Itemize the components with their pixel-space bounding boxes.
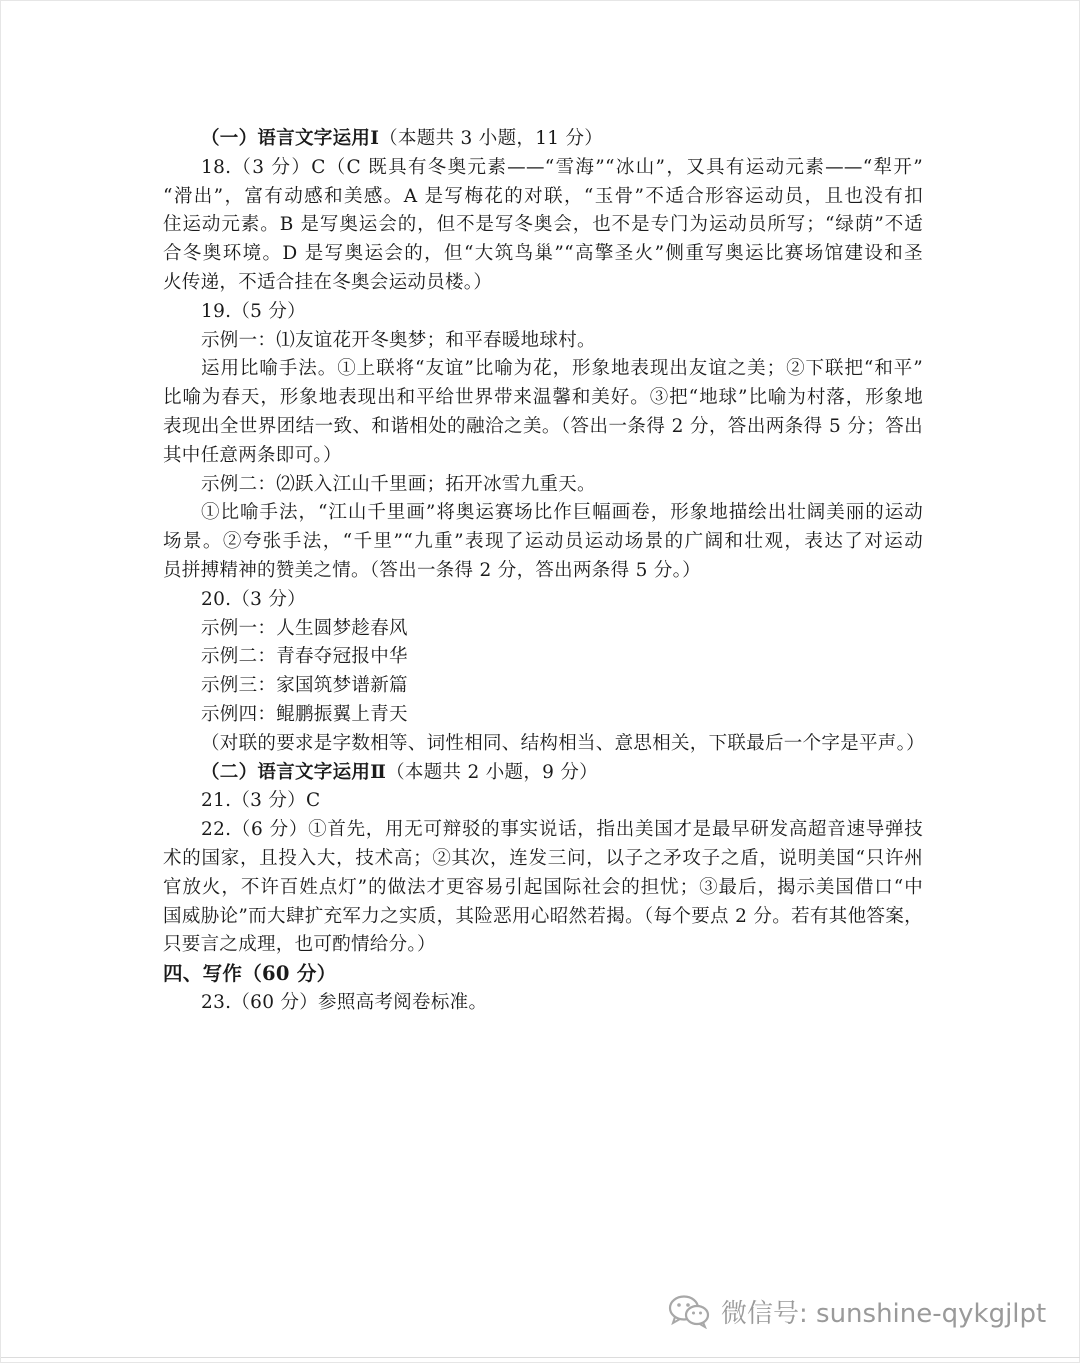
q20-example: 示例二：青春夺冠报中华 [201,646,408,668]
q19-example-1: 示例一：⑴友谊花开冬奥梦；和平春暖地球村。 [201,329,596,351]
q20-example: 示例三：家国筑梦谱新篇 [201,675,408,697]
q22-line: 术的国家，且投入大，技术高；②其次，连发三问，以子之矛攻子之盾，说明美国“只许州 [163,847,923,869]
q20-note: （对联的要求是字数相等、词性相同、结构相当、意思相关，下联最后一个字是平声。） [201,732,925,754]
q20-example: 示例四：鲲鹏振翼上青天 [201,703,408,725]
q19-ex2-line: 场景。②夸张手法，“千里”“九重”表现了运动员运动场景的广阔和壮观，表达了对运动 [163,531,923,553]
q18-line: 火传递，不适合挂在冬奥会运动员楼。） [163,271,493,293]
q20-head: 20.（3 分） [201,588,306,610]
q22-line: 官放火，不许百姓点灯”的做法才更容易引起国际社会的担忧；③最后，揭示美国借口“中 [163,876,923,898]
q18-line: “滑出”，富有动感和美感。A 是写梅花的对联，“玉骨”不适合形容运动员，且也没有扣 [163,185,923,207]
answer-content [163,125,923,1018]
section-heading-2 [163,759,923,788]
section-title: （二）语言文字运用Ⅱ [201,761,387,783]
q19-ex2-line: ①比喻手法，“江山千里画”将奥运赛场比作巨幅画卷，形象地描绘出壮阔美丽的运动 [201,502,923,524]
q22-line: 只要言之成理，也可酌情给分。） [163,934,436,956]
q19-ex1-line: 比喻为春天，形象地表现出和平给世界带来温馨和美好。③把“地球”比喻为村落，形象地 [163,387,923,409]
section-heading-4: 四、写作（60 分） [163,962,337,986]
section-meta: （本题共 2 小题，9 分） [386,761,598,783]
q19-ex1-line: 其中任意两条即可。） [163,444,342,466]
wechat-icon [667,1293,711,1329]
q18-line: 合冬奥环境。D 是写奥运会的，但“大筑鸟巢”“高擎圣火”侧重写奥运比赛场馆建设和圣 [163,243,923,265]
section-title: （一）语言文字运用Ⅰ [201,128,380,149]
section-meta: （本题共 3 小题，11 分） [379,128,604,149]
q20-example: 示例一：人生圆梦趁春风 [201,617,408,639]
wechat-watermark [667,1291,1046,1331]
q19-example-2: 示例二：⑵跃入江山千里画；拓开冰雪九重天。 [201,473,596,495]
q19-head: 19.（5 分） [201,300,306,322]
q18-line: 18.（3 分）C（C 既具有冬奥元素——“雪海”“冰山”，又具有运动元素——“犁开” [201,156,923,178]
q19-ex2-line: 员拼搏精神的赞美之情。（答出一条得 2 分，答出两条得 5 分。） [163,559,701,581]
q21-answer: 21.（3 分）C [201,790,321,812]
page-bottom-divider [1,1357,1080,1358]
q23-answer: 23.（60 分）参照高考阅卷标准。 [201,991,488,1013]
section-heading-1 [163,125,923,154]
q19-ex1-line: 运用比喻手法。①上联将“友谊”比喻为花，形象地表现出友谊之美；②下联把“和平” [201,358,923,380]
watermark-text: 微信号: sunshine-qykgjlpt [721,1298,1047,1329]
q22-line: 国威胁论”而大肆扩充军力之实质，其险恶用心昭然若揭。（每个要点 2 分。若有其他答案， [163,905,923,927]
q18-line: 住运动元素。B 是写奥运会的，但不是写冬奥会，也不是专门为运动员所写；“绿荫”不适 [163,214,923,236]
q22-line: 22.（6 分）①首先，用无可辩驳的事实说话，指出美国才是最早研发高超音速导弹技 [201,819,923,841]
q19-ex1-line: 表现出全世界团结一致、和谐相处的融洽之美。（答出一条得 2 分，答出两条得 5 分；答出 [163,415,923,437]
